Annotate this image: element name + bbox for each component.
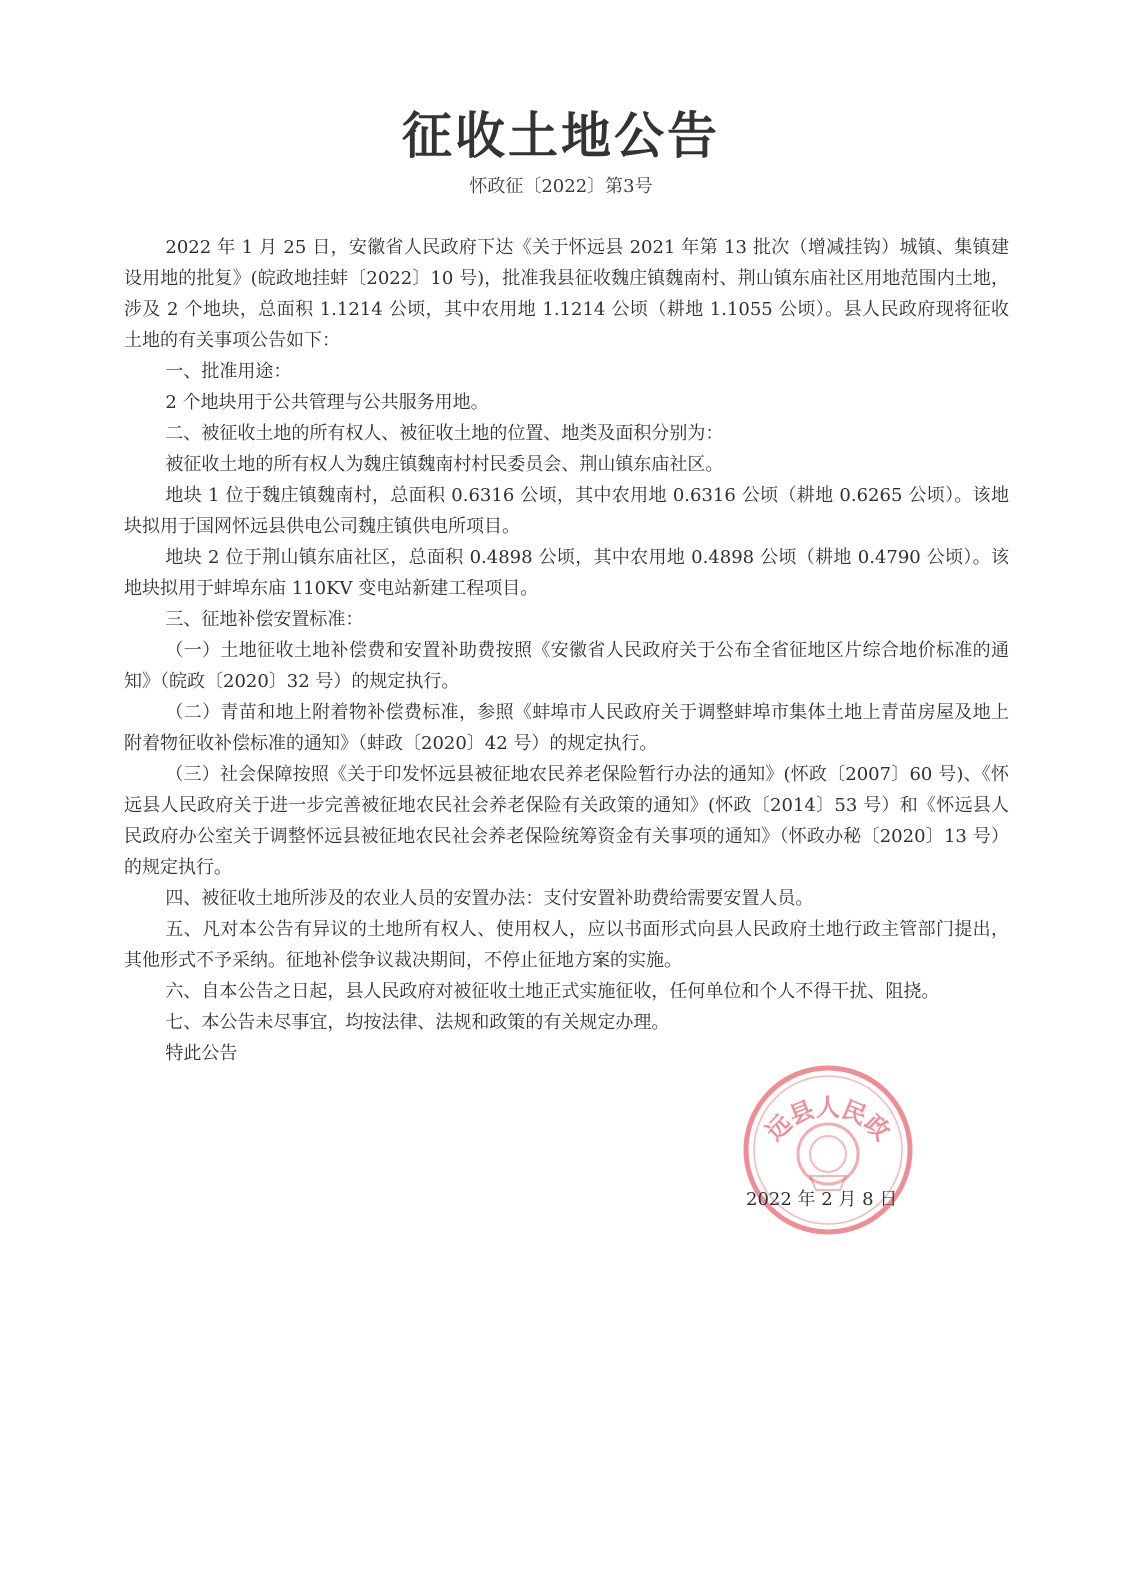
- paragraph-heading-5: 五、凡对本公告有异议的土地所有权人、使用权人，应以书面形式向县人民政府土地行政主管部门提出，其他形式不予采纳。征地补偿争议裁决期间，不停止征地方案的实施。: [124, 919, 1009, 971]
- paragraph-heading-6: 六、自本公告之日起，县人民政府对被征收土地正式实施征收，任何单位和个人不得干扰、阻挠。: [165, 981, 940, 1002]
- paragraph-heading-7: 七、本公告未尽事宜，均按法律、法规和政策的有关规定办理。: [165, 1012, 670, 1033]
- paragraph-owners: 被征收土地的所有权人为魏庄镇魏南村村民委员会、荆山镇东庙社区。: [165, 454, 724, 475]
- document-body: [124, 232, 1009, 1069]
- paragraph-heading-4: 四、被征收土地所涉及的农业人员的安置办法：支付安置补助费给需要安置人员。: [165, 888, 814, 909]
- paragraph-heading-3: 三、征地补偿安置标准：: [165, 609, 364, 630]
- paragraph-intro: 2022 年 1 月 25 日，安徽省人民政府下达《关于怀远县 2021 年第 13 批次（增减挂钩）城镇、集镇建设用地的批复》(皖政地挂蚌〔2022〕10 号)，批准我县征收魏庄镇魏南村、荆山镇东庙社区用地范围内土地，涉及 2 个地块，总面积 1.1214 公顷，其中农用地 1.1214 公顷（耕地 1.1055 公顷）。县人民政府现将征收土地的有关事项公告如下：: [124, 237, 1009, 351]
- document-number: 怀政征〔2022〕第3号: [469, 176, 653, 197]
- document-date: 2022 年 2 月 8 日: [746, 1189, 898, 1210]
- paragraph-heading-2: 二、被征收土地的所有权人、被征收土地的位置、地类及面积分别为：: [165, 423, 724, 444]
- paragraph-heading-1: 一、批准用途：: [165, 361, 292, 382]
- paragraph-compensation-1: （一）土地征收土地补偿费和安置补助费按照《安徽省人民政府关于公布全省征地区片综合地价标准的通知》（皖政〔2020〕32 号）的规定执行。: [124, 640, 1009, 692]
- document-title: 征收土地公告: [402, 107, 720, 165]
- paragraph-closing: 特此公告: [165, 1043, 238, 1064]
- paragraph-plot-2: 地块 2 位于荆山镇东庙社区，总面积 0.4898 公顷，其中农用地 0.4898 公顷（耕地 0.4790 公顷）。该地块拟用于蚌埠东庙 110KV 变电站新建工程项目。: [124, 547, 1009, 599]
- paragraph-compensation-3: （三）社会保障按照《关于印发怀远县被征地农民养老保险暂行办法的通知》(怀政〔2007〕60 号)、《怀远县人民政府关于进一步完善被征地农民社会养老保险有关政策的通知》(怀政〔2014〕53 号）和《怀远县人民政府办公室关于调整怀远县被征地农民社会养老保险统筹资金有关事项的通知》（怀政办秘〔2020〕13 号）的规定执行。: [124, 764, 1009, 878]
- paragraph-plot-1: 地块 1 位于魏庄镇魏南村，总面积 0.6316 公顷，其中农用地 0.6316 公顷（耕地 0.6265 公顷）。该地块拟用于国网怀远县供电公司魏庄镇供电所项目。: [124, 485, 1009, 537]
- seal-text: 远县人民政: [760, 1093, 896, 1147]
- paragraph-compensation-2: （二）青苗和地上附着物补偿费标准，参照《蚌埠市人民政府关于调整蚌埠市集体土地上青苗房屋及地上附着物征收补偿标准的通知》（蚌政〔2020〕42 号）的规定执行。: [124, 702, 1009, 754]
- svg-text:远县人民政: [761, 1094, 896, 1146]
- paragraph-approved-use: 2 个地块用于公共管理与公共服务用地。: [165, 392, 489, 413]
